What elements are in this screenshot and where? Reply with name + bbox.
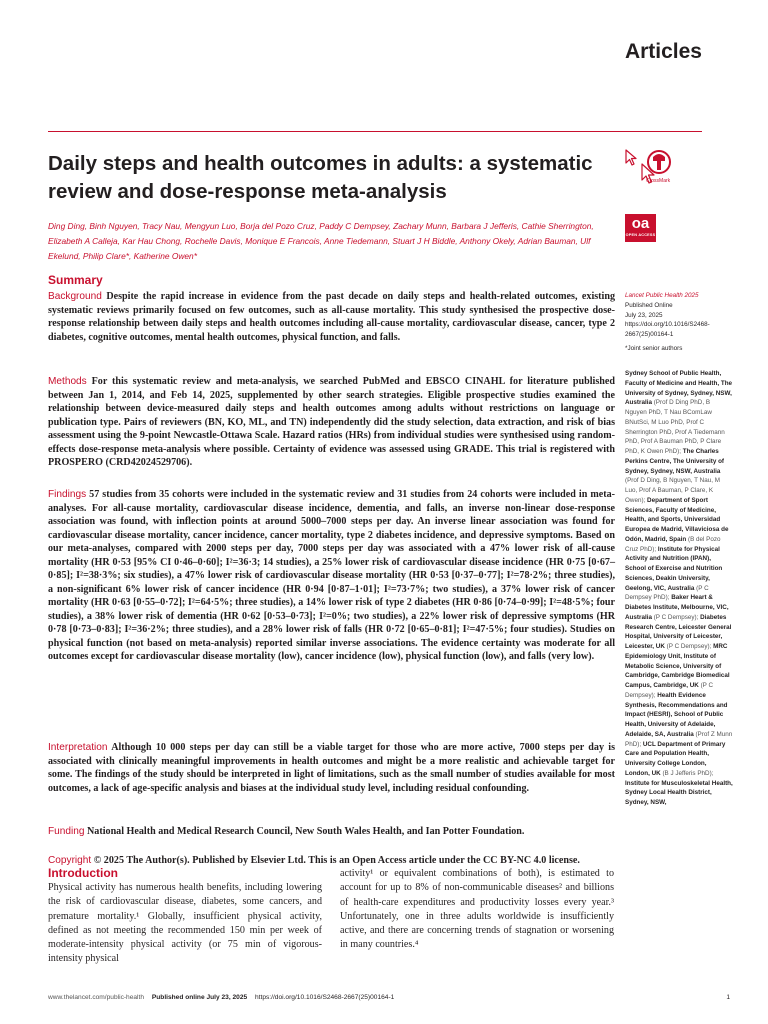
open-access-badge <box>625 214 656 242</box>
summary-heading: Summary <box>48 273 103 287</box>
introduction-column-2: activity¹ or equivalent combinations of both), is estimated to account for up to 8% of non-communicable diseases² and billions of health-care expenditures and productivity losses every year.³ Unfortunately, one in three adults worldwide is insufficiently active, and there are concerning trends of stagnation or worsening in many countries.⁴ <box>340 868 614 951</box>
affiliation-institution: UCL Department of Primary Care and Population Health, University College London, London, UK <box>625 740 726 777</box>
affiliation-institution: Health Evidence Synthesis, Recommendations and Impact (HESRI), School of Public Health, University of Adelaide, Adelaide, SA, Australia <box>625 691 728 738</box>
affiliation-institution: Institute for Physical Activity and Nutrition (IPAN), School of Exercise and Nutrition Sciences, Deakin University, Geelong, VIC, Australia <box>625 545 723 592</box>
background-label: Background <box>48 291 102 302</box>
interpretation-label: Interpretation <box>48 742 108 753</box>
affiliation-authors: (P C Dempsey); <box>625 682 714 699</box>
page-number: 1 <box>726 994 730 1001</box>
article-title: Daily steps and health outcomes in adults: a systematic review and dose-response meta-analysis <box>48 152 593 203</box>
affiliation-authors: (Prof D Ding, B Nguyen, T Nau, M Luo, Prof A Bauman, P Clare, K Owen); <box>625 477 720 504</box>
affiliation-institution: The Charles Perkins Centre, The University of Sydney, Sydney, NSW, Australia <box>625 448 725 475</box>
affiliation-authors: (Prof D Ding PhD, B Nguyen PhD, T Nau BComLaw BNutSci, M Luo PhD, Prof C Sherrington PhD, Prof A Tiedemann PhD, Prof A Bauman PhD, P Clare PhD, K Owen PhD); <box>625 399 725 455</box>
oa-label: oa <box>631 215 650 232</box>
affiliation-authors: (B J Jefferis PhD); <box>662 769 714 777</box>
footer-site-link[interactable]: www.thelancet.com/public-health <box>48 994 145 1001</box>
funding-paragraph <box>48 825 615 839</box>
affiliation-authors: (P C Dempsey); <box>653 613 699 621</box>
crossmark-label: CrossMark <box>646 178 671 184</box>
copyright-text: © 2025 The Author(s). Published by Elsevier Ltd. This is an Open Access article under the CC BY-NC 4.0 license. <box>93 855 580 866</box>
affiliation-institution: MRC Epidemiology Unit, Institute of Metabolic Science, University of Cambridge, Cambridge Biomedical Campus, Cambridge, UK <box>625 643 730 689</box>
affiliation-institution: Diabetes Research Centre, Leicester General Hospital, University of Leicester, Leicester, UK <box>625 613 732 650</box>
crossmark-logo-icon <box>648 151 670 173</box>
background-paragraph <box>48 290 615 344</box>
footer-doi-link[interactable]: https://doi.org/10.1016/S2468-2667(25)00164-1 <box>255 994 395 1001</box>
affiliations <box>625 369 733 808</box>
journal-citation: Lancet Public Health 2025 <box>625 292 699 299</box>
methods-text: For this systematic review and meta-analysis, we searched PubMed and EBSCO CINAHL for literature published between Jan 1, 2014, and Feb 14, 2025, supplemented by other search strategies. Eligible prospective studies examined the relationship between device-measured daily steps and health outcomes among adults without restrictions on language or publication type. Pairs of reviewers (BN, KO, ML, and TN) independently did the study selection, data extraction, and risk of bias assessment using the 9-point Newcastle-Ottawa Scale. Hazard ratios (HRs) from individual studies were synthesised using random-effects dose-response meta-analysis where possible. Certainty of evidence was assessed using GRADE. This trial is registered with PROSPERO (CRD42024529706). <box>48 376 615 468</box>
affiliation-institution: Sydney School of Public Health, Faculty of Medicine and Health, The University of Sydney, Sydney, NSW, Australia <box>625 370 733 407</box>
cursor-pointer-icon <box>626 150 636 165</box>
funding-label: Funding <box>48 826 85 837</box>
published-date: July 23, 2025 <box>625 311 663 319</box>
page-footer <box>48 994 394 1001</box>
affiliation-authors: (P C Dempsey); <box>666 643 712 650</box>
joint-author-note: *Joint senior authors <box>625 344 683 352</box>
affiliation-institution: Institute for Musculoskeletal Health, Sydney Local Health District, Sydney, NSW, <box>625 779 733 806</box>
published-online-label: Published Online <box>625 301 673 309</box>
copyright-label: Copyright <box>48 855 92 866</box>
copyright-paragraph <box>48 854 615 868</box>
affiliation-institution: Baker Heart & Diabetes Institute, Melbourne, VIC, Australia <box>625 594 729 621</box>
findings-label: Findings <box>48 489 87 500</box>
affiliation-authors: (B del Pozo Cruz PhD); <box>625 535 721 553</box>
affiliation-authors: (P C Dempsey PhD); <box>625 584 709 602</box>
affiliation-authors: (Prof Z Munn PhD); <box>625 730 733 748</box>
interpretation-paragraph <box>48 741 615 795</box>
findings-text: 57 studies from 35 cohorts were included in the systematic review and 31 studies from 24 cohorts were included in meta-analyses. For all-cause mortality, cardiovascular disease incidence, dementia, and falls, an inverse non-linear dose-response association was found, with inflection points at around 5000–7000 steps per day. An inverse linear association was found for cardiovascular disease mortality, cancer incidence, cancer mortality, type 2 diabetes incidence, and depressive symptoms. Based on our meta-analyses, compared with 2000 steps per day, 7000 steps per day was associated with a 47% lower risk of all-cause mortality (HR 0·53 [95% CI 0·46–0·60]; I²=36·3; 14 studies), a 25% lower risk of cardiovascular disease incidence (HR 0·75 [0·67–0·85]; I²=38·3%; six studies), a 47% lower risk of cardiovascular disease mortality (HR 0·53 [0·37–0·77]; I²=78·2%; three studies), a non-significant 6% lower risk of cancer incidence (HR 0·94 [0·87–1·01]; I²=73·7%; two studies), a 37% lower risk of cancer mortality (HR 0·63 [0·55–0·72]; I²=64·5%; three studies), a 14% lower risk of type 2 diabetes (HR 0·86 [0·74–0·99]; I²=48·5%; four studies), a 38% lower risk of dementia (HR 0·62 [0·53–0·73]; I²=0%; two studies), a 22% lower risk of depressive symptoms (HR 0·78 [0·73–0·83]; I²=36·2%; three studies), and a 28% lower risk of falls (HR 0·72 [0·65–0·81]; I²=47·5%; four studies). Studies on physical function (not based on meta-analysis) reported similar inverse associations. The evidence certainty was moderate for all outcomes except for cardiovascular disease mortality (low), cancer incidence (low), physical function (low), and falls (very low). <box>48 489 615 662</box>
interpretation-text: Although 10 000 steps per day can still be a viable target for those who are more active, 7000 steps per day is associated with clinically meaningful improvements in health outcomes and might be a more realistic and achievable target for some. The findings of the study should be interpreted in light of limitations, such as the small number of studies available for most outcomes, a lack of age-specific analysis and biases at the individual study level, including residual confounding. <box>48 742 615 794</box>
publication-info <box>625 291 733 354</box>
introduction-column-1: Physical activity has numerous health benefits, including lowering the risk of cardiovascular disease, diabetes, some cancers, and premature mortality.¹ Globally, insufficient physical activity, defined as not meeting the recommended 150 min per week of moderate-intensity physical activity (or 75 min of vigorous-intensity physical <box>48 882 322 965</box>
findings-paragraph <box>48 488 615 664</box>
methods-paragraph <box>48 375 615 470</box>
affiliation-institution: Department of Sport Sciences, Faculty of Medicine, Health, and Sports, Universidad Europea de Madrid, Villaviciosa de Odón, Madrid, Spain <box>625 496 729 543</box>
oa-sublabel: OPEN ACCESS <box>625 233 656 237</box>
methods-label: Methods <box>48 376 87 387</box>
background-text: Despite the rapid increase in evidence from the past decade on daily steps and health-related outcomes, existing systematic reviews primarily focused on few outcomes, such as all-cause mortality. This study synthesised the prospective dose-response relationship between daily steps and health outcomes including all-cause mortality, cardiovascular disease, cancer, type 2 diabetes, cognitive outcomes, mental health outcomes, physical function, and falls. <box>48 291 616 343</box>
funding-text: National Health and Medical Research Council, New South Wales Health, and Ian Potter Foundation. <box>87 826 525 837</box>
footer-published: Published online July 23, 2025 <box>151 994 248 1001</box>
top-rule <box>48 131 702 132</box>
introduction-heading: Introduction <box>48 866 118 880</box>
author-list[interactable]: Ding Ding, Binh Nguyen, Tracy Nau, Mengyun Luo, Borja del Pozo Cruz, Paddy C Dempsey, Zachary Munn, Barbara J Jefferis, Cathie Sherrington, Elizabeth A Calleja, Kar Hau Chong, Rochelle Davis, Monique E Francois, Anne Tiedemann, Stuart J H Biddle, Anthony Okely, Adrian Bauman, Ulf Ekelund, Philip Clare*, Katherine Owen* <box>48 221 594 261</box>
sidebar-doi-link[interactable]: https://doi.org/10.1016/S2468-2667(25)00164-1 <box>625 321 710 338</box>
section-label: Articles <box>624 40 702 63</box>
